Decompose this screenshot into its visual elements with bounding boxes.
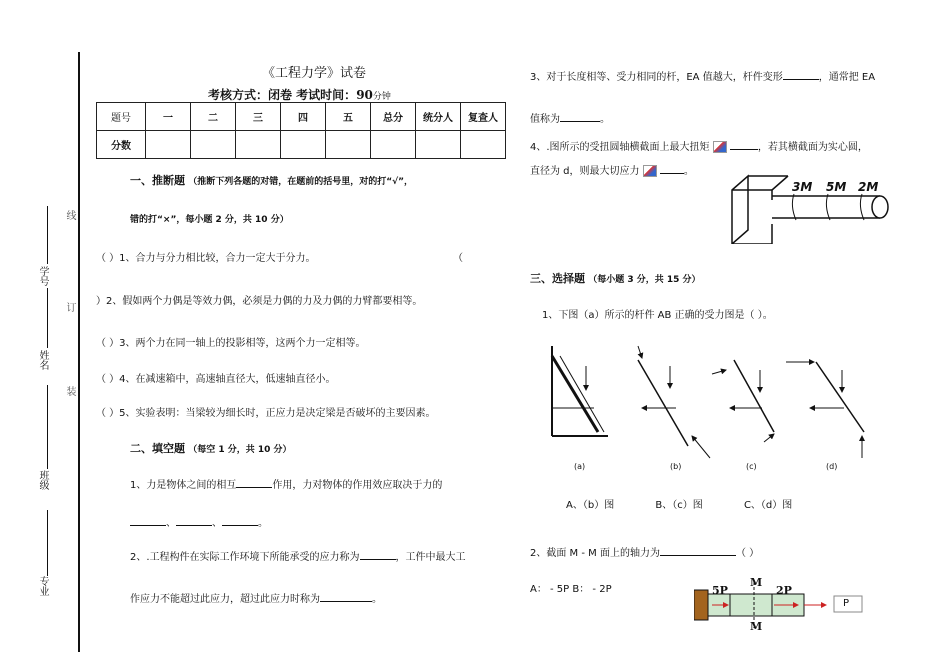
blank[interactable]	[783, 70, 819, 80]
cell-checker: 复查人	[461, 103, 506, 131]
score-input[interactable]	[371, 131, 416, 159]
fill-q4: 4、.图所示的受扭圆轴横截面上最大扭矩 ，若其横截面为实心圆，	[530, 142, 868, 153]
blank[interactable]	[360, 550, 396, 560]
score-input[interactable]	[236, 131, 281, 159]
stray-paren: （	[453, 253, 463, 264]
blank[interactable]	[560, 112, 600, 122]
torque-label-3m: 3M	[792, 180, 813, 194]
section1-note: 错的打“×”，每小题 2 分，共 10 分）	[130, 215, 289, 225]
binding-line	[78, 52, 80, 652]
fig-label-d: (d)	[826, 462, 838, 471]
judge-item-5: （ ）5、实验表明：当梁较为细长时，正应力是决定梁是否破坏的主要因素。	[96, 408, 436, 419]
score-header-row	[97, 103, 506, 131]
cell-q3: 三	[236, 103, 281, 131]
axial-label-p: P	[843, 598, 850, 609]
exam-info: 考核方式：闭卷 考试时间：90分钟	[208, 88, 391, 102]
section2-heading: 二、填空题 （每空 1 分，共 10 分）	[130, 442, 292, 455]
choice-options	[566, 496, 830, 511]
binding-field-id[interactable]	[47, 206, 48, 264]
cell-q2: 二	[191, 103, 236, 131]
axial-label-5p: 5P	[712, 584, 728, 597]
cell-q5: 五	[326, 103, 371, 131]
score-value-row	[97, 131, 506, 159]
cell-q1: 一	[146, 103, 191, 131]
binding-label-id: 学号	[37, 266, 48, 286]
option-a[interactable]: A、（b）图	[566, 500, 615, 511]
fill-q2: 2、.工程构件在实际工作环境下所能承受的应力称为 ，工件中最大工	[130, 552, 466, 563]
judge-item-4: （ ）4、在减速箱中，高速轴直径大，低速轴直径小。	[96, 374, 336, 385]
choice-q1: 1、下图（a）所示的杆件 AB 正确的受力图是（ ）。	[542, 310, 773, 321]
torque-label-5m: 5M	[826, 180, 847, 194]
option-c[interactable]: C、（d）图	[743, 500, 793, 511]
fill-q2-cont: 作应力不能超过此应力，超过此应力时称为 。	[130, 594, 382, 605]
binding-label-class: 班级	[37, 470, 48, 490]
cell-label: 题号	[97, 103, 146, 131]
blank[interactable]	[660, 546, 736, 556]
binding-mark-line: 线	[64, 210, 75, 220]
cell-total: 总分	[371, 103, 416, 131]
force-diagrams	[538, 336, 878, 476]
score-input[interactable]	[461, 131, 506, 159]
fig-label-a: (a)	[574, 462, 586, 471]
cell-tallier: 统分人	[416, 103, 461, 131]
fill-q1-blanks: 、 、 。	[130, 514, 268, 529]
binding-mark-bind: 装	[64, 386, 75, 396]
blank[interactable]	[176, 516, 212, 526]
page-title: 《工程力学》试卷	[262, 66, 367, 81]
fill-q3-cont: 值称为 。	[530, 114, 610, 125]
axial-label-m-top: M	[750, 576, 763, 589]
score-table	[96, 102, 506, 159]
axial-label-2p: 2P	[776, 584, 792, 597]
section1-heading: 一、推断题 （推断下列各题的对错，在题前的括号里，对的打“√”，	[130, 174, 414, 187]
blank[interactable]	[130, 516, 166, 526]
blank[interactable]	[730, 140, 758, 150]
option-b[interactable]: B、（c）图	[655, 500, 703, 511]
fill-q4-cont: 直径为 d，则最大切应力 。	[530, 166, 694, 177]
judge-item-3: （ ）3、两个力在同一轴上的投影相等，这两个力一定相等。	[96, 338, 366, 349]
choice-q2: 2、截面 M - M 面上的轴力为 （ ）	[530, 548, 760, 559]
torque-label-2m: 2M	[858, 180, 879, 194]
binding-field-name[interactable]	[47, 288, 48, 348]
formula-image-icon	[643, 165, 657, 177]
score-input[interactable]	[416, 131, 461, 159]
score-input[interactable]	[191, 131, 236, 159]
binding-label-major: 专业	[37, 576, 48, 596]
binding-field-major[interactable]	[47, 510, 48, 576]
score-input[interactable]	[326, 131, 371, 159]
score-input[interactable]	[146, 131, 191, 159]
binding-mark-staple: 订	[64, 302, 75, 312]
formula-image-icon	[713, 141, 727, 153]
axial-label-m-bottom: M	[750, 620, 763, 633]
blank[interactable]	[222, 516, 258, 526]
score-input[interactable]	[281, 131, 326, 159]
judge-item-2: ）2、假如两个力偶是等效力偶，必须是力偶的力及力偶的力臂都要相等。	[96, 296, 423, 307]
cell-q4: 四	[281, 103, 326, 131]
binding-label-name: 姓名	[37, 350, 48, 370]
choice-q2-options: A： - 5P B： - 2P	[530, 584, 612, 595]
section3-heading: 三、选择题 （每小题 3 分，共 15 分）	[530, 272, 701, 285]
fill-q3: 3、对于长度相等、受力相同的杆，EA 值越大，杆件变形 ，通常把 EA	[530, 72, 876, 83]
cell-score-label: 分数	[97, 131, 146, 159]
blank[interactable]	[236, 478, 272, 488]
blank[interactable]	[320, 592, 372, 602]
blank[interactable]	[660, 164, 684, 174]
fill-q1: 1、力是物体之间的相互 作用，力对物体的作用效应取决于力的	[130, 480, 443, 491]
fig-label-c: (c)	[746, 462, 757, 471]
binding-field-class[interactable]	[47, 385, 48, 469]
fig-label-b: (b)	[670, 462, 682, 471]
judge-item-1: （ ）1、合力与分力相比较，合力一定大于分力。	[96, 253, 316, 264]
